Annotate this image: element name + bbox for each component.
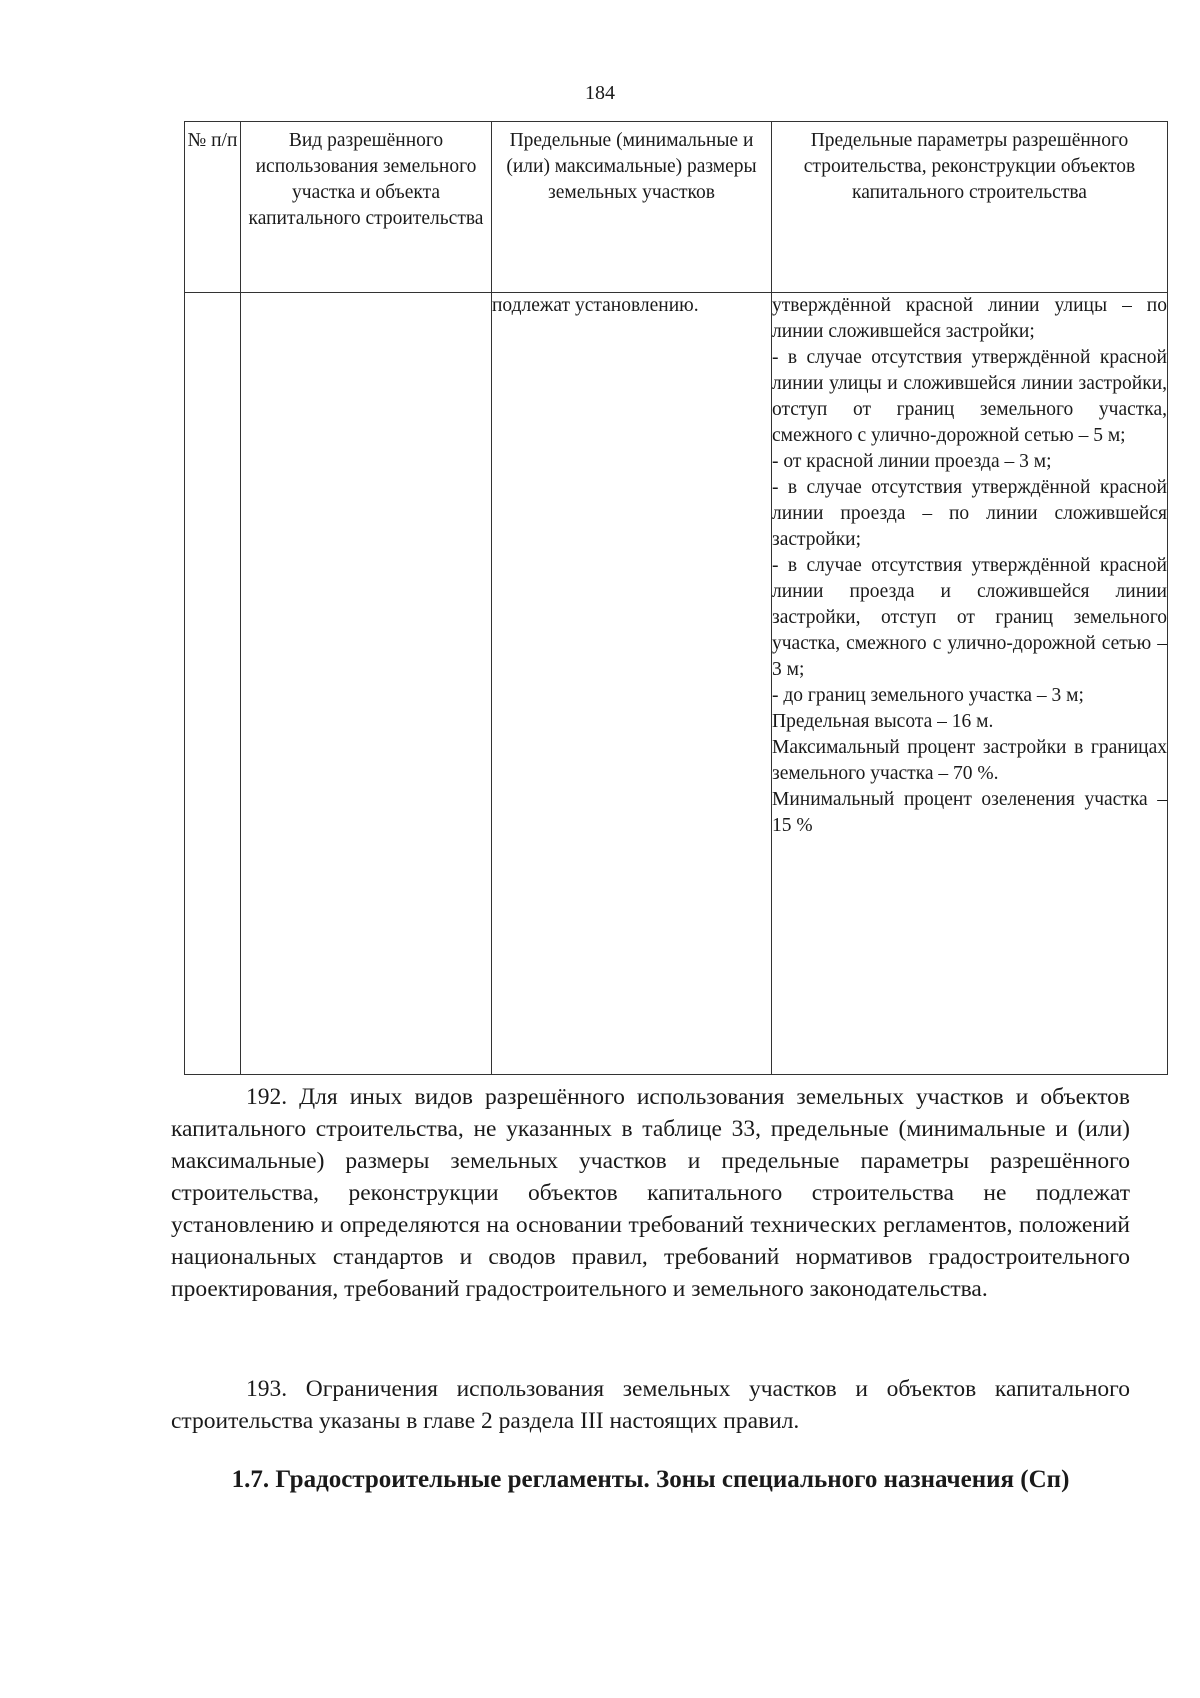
param-line: - в случае отсутствия утверждённой красной линии проезда – по линии сложившейся застройки;	[772, 477, 1167, 550]
table-header-row	[185, 122, 1168, 293]
header-construction-params: Предельные параметры разрешённого строительства, реконструкции объектов капитального строительства	[772, 122, 1168, 293]
param-line: - от красной линии проезда – 3 м;	[772, 451, 1052, 472]
page-number: 184	[585, 82, 615, 104]
param-line: - в случае отсутствия утверждённой красной линии улицы и сложившейся линии застройки, отступ от границ земельного участка, смежного с улично-дорожной сетью – 5 м;	[772, 347, 1167, 446]
table-row	[185, 293, 1168, 1075]
cell-number	[185, 293, 241, 1075]
param-line: - в случае отсутствия утверждённой красной линии проезда и сложившейся линии застройки, отступ от границ земельного участка, смежного с улично-дорожной сетью – 3 м;	[772, 555, 1167, 680]
header-use-type: Вид разрешённого использования земельного участка и объекта капитального строительства	[241, 122, 492, 293]
param-line: Максимальный процент застройки в границах земельного участка – 70 %.	[772, 737, 1167, 784]
param-line: Минимальный процент озеленения участка – 15 %	[772, 789, 1167, 836]
cell-construction-params	[772, 293, 1168, 1075]
header-number: № п/п	[185, 122, 241, 293]
param-line: утверждённой красной линии улицы – по линии сложившейся застройки;	[772, 295, 1167, 342]
param-line: - до границ земельного участка – 3 м;	[772, 685, 1084, 706]
regulations-table	[184, 121, 1168, 1075]
paragraph-text: 193. Ограничения использования земельных участков и объектов капитального строительства указаны в главе 2 раздела III настоящих правил.	[171, 1376, 1130, 1434]
cell-plot-size: подлежат установлению.	[492, 293, 772, 1075]
paragraph-text: 192. Для иных видов разрешённого использования земельных участков и объектов капитального строительства, не указанных в таблице 33, предельные (минимальные и (или) максимальные) размеры земельных участков и предельные параметры разрешённого строительства, реконструкции объектов капитального строительства не подлежат установлению и определяются на основании требований технических регламентов, положений национальных стандартов и сводов правил, требований нормативов градостроительного проектирования, требований градостроительного и земельного законодательства.	[171, 1084, 1130, 1302]
param-line: Предельная высота – 16 м.	[772, 711, 994, 732]
section-heading: 1.7. Градостроительные регламенты. Зоны специального назначения (Сп)	[231, 1466, 1070, 1493]
header-plot-size: Предельные (минимальные и (или) максимальные) размеры земельных участков	[492, 122, 772, 293]
cell-use-type	[241, 293, 492, 1075]
paragraph-193	[171, 1373, 1130, 1437]
paragraph-192	[171, 1081, 1130, 1305]
